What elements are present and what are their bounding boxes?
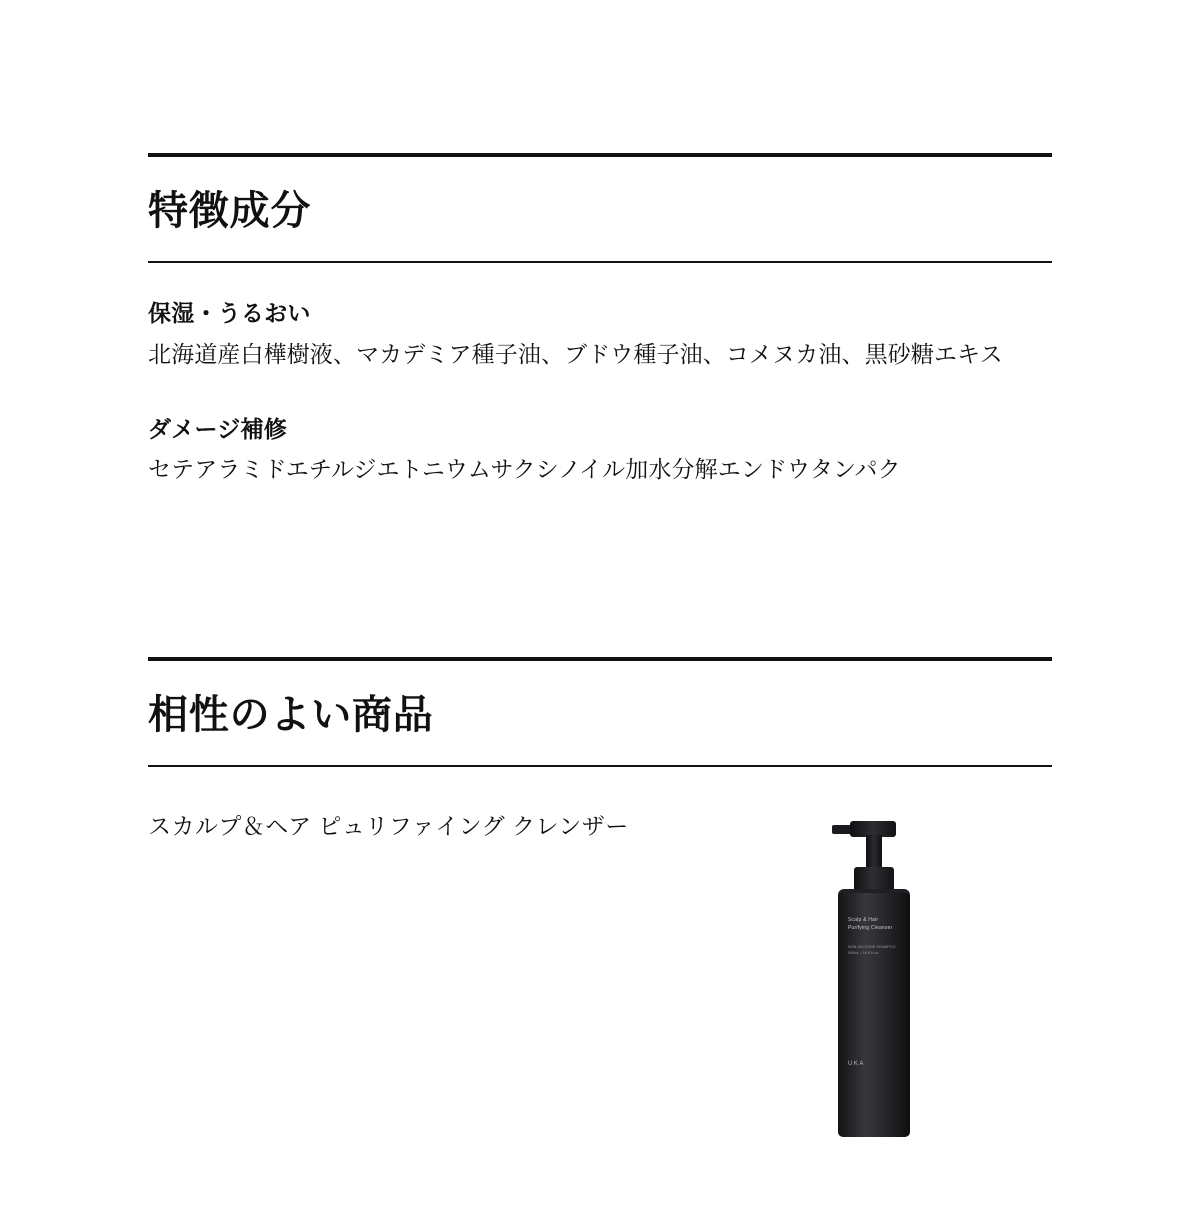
section-title-featured-ingredients: 特徴成分: [148, 189, 312, 233]
section-related-products: [148, 657, 1052, 1229]
bottle-label-description: NON-SILICONE SHAMPOO 500mL / 16.9 fl.oz.: [848, 945, 896, 955]
ingredient-block: [148, 299, 1052, 373]
bottle-label-brand: UKA: [848, 1061, 865, 1067]
ingredient-block-body: セテアラミドエチルジエトニウムサクシノイル加水分解エンドウタンパク: [148, 456, 901, 483]
ingredient-block-list: [148, 263, 1052, 488]
ingredient-block-body: 北海道産白樺樹液、マカデミア種子油、ブドウ種子油、コメヌカ油、黒砂糖エキス: [148, 340, 1003, 367]
bottle-label-product-name: Scalp & Hair Purifying Cleanser: [848, 917, 893, 931]
bottle-body-icon: [838, 893, 910, 1137]
ingredient-block: [148, 415, 1052, 489]
related-product-name[interactable]: スカルプ＆ヘア ピュリファイング クレンザー: [148, 813, 629, 839]
ingredient-block-heading: 保湿・うるおい: [148, 300, 311, 326]
related-product-image[interactable]: [788, 797, 988, 1177]
section-featured-ingredients: [148, 153, 1052, 488]
ingredient-block-heading: ダメージ補修: [148, 415, 287, 442]
related-product-item[interactable]: [148, 767, 1052, 1229]
section-title-related-products: 相性のよい商品: [148, 693, 434, 737]
